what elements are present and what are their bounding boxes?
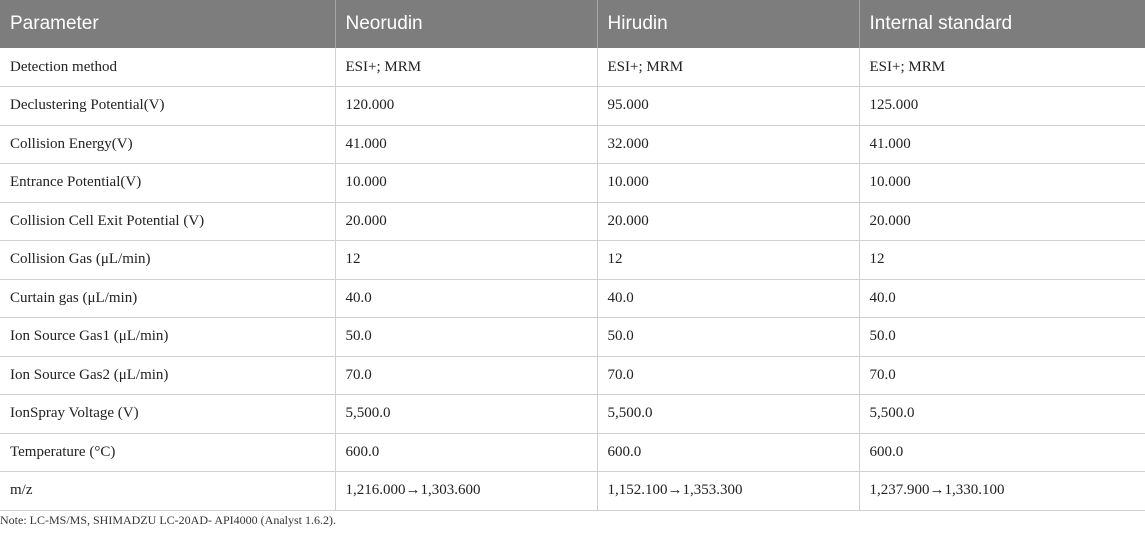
cell-parameter: Collision Cell Exit Potential (V) xyxy=(0,202,335,241)
table-row xyxy=(0,356,1145,395)
table-row xyxy=(0,395,1145,434)
cell-hirudin: 10.000 xyxy=(597,164,859,203)
cell-internal-standard: 40.0 xyxy=(859,279,1145,318)
table-row xyxy=(0,318,1145,357)
cell-neorudin: 50.0 xyxy=(335,318,597,357)
cell-neorudin: ESI+; MRM xyxy=(335,48,597,87)
table-row xyxy=(0,279,1145,318)
cell-hirudin: 5,500.0 xyxy=(597,395,859,434)
table-row xyxy=(0,472,1145,511)
cell-internal-standard: 12 xyxy=(859,241,1145,280)
cell-neorudin: 10.000 xyxy=(335,164,597,203)
cell-internal-standard: 1,237.900→1,330.100 xyxy=(859,472,1145,511)
table-row xyxy=(0,87,1145,126)
table-row xyxy=(0,241,1145,280)
table-row xyxy=(0,433,1145,472)
cell-hirudin: 600.0 xyxy=(597,433,859,472)
cell-parameter: Collision Gas (μL/min) xyxy=(0,241,335,280)
cell-internal-standard: ESI+; MRM xyxy=(859,48,1145,87)
cell-parameter: Collision Energy(V) xyxy=(0,125,335,164)
cell-neorudin: 120.000 xyxy=(335,87,597,126)
table-body xyxy=(0,48,1145,510)
header-neorudin: Neorudin xyxy=(335,0,597,48)
cell-internal-standard: 70.0 xyxy=(859,356,1145,395)
cell-parameter: Ion Source Gas2 (μL/min) xyxy=(0,356,335,395)
cell-hirudin: 12 xyxy=(597,241,859,280)
cell-hirudin: 40.0 xyxy=(597,279,859,318)
cell-internal-standard: 41.000 xyxy=(859,125,1145,164)
cell-hirudin: ESI+; MRM xyxy=(597,48,859,87)
cell-neorudin: 5,500.0 xyxy=(335,395,597,434)
cell-neorudin: 600.0 xyxy=(335,433,597,472)
cell-internal-standard: 5,500.0 xyxy=(859,395,1145,434)
cell-parameter: Ion Source Gas1 (μL/min) xyxy=(0,318,335,357)
cell-neorudin: 41.000 xyxy=(335,125,597,164)
cell-parameter: m/z xyxy=(0,472,335,511)
cell-internal-standard: 20.000 xyxy=(859,202,1145,241)
cell-hirudin: 95.000 xyxy=(597,87,859,126)
table-note: Note: LC-MS/MS, SHIMADZU LC-20AD- API4000 (Analyst 1.6.2). xyxy=(0,513,336,527)
table-row xyxy=(0,48,1145,87)
cell-internal-standard: 600.0 xyxy=(859,433,1145,472)
cell-hirudin: 32.000 xyxy=(597,125,859,164)
header-internal-standard: Internal standard xyxy=(859,0,1145,48)
cell-internal-standard: 10.000 xyxy=(859,164,1145,203)
header-hirudin: Hirudin xyxy=(597,0,859,48)
header-row xyxy=(0,0,1145,48)
cell-parameter: Curtain gas (μL/min) xyxy=(0,279,335,318)
cell-neorudin: 70.0 xyxy=(335,356,597,395)
table-header xyxy=(0,0,1145,48)
cell-parameter: Declustering Potential(V) xyxy=(0,87,335,126)
cell-parameter: IonSpray Voltage (V) xyxy=(0,395,335,434)
cell-internal-standard: 125.000 xyxy=(859,87,1145,126)
cell-hirudin: 70.0 xyxy=(597,356,859,395)
cell-parameter: Temperature (°C) xyxy=(0,433,335,472)
header-parameter: Parameter xyxy=(0,0,335,48)
table-row xyxy=(0,125,1145,164)
cell-neorudin: 1,216.000→1,303.600 xyxy=(335,472,597,511)
cell-parameter: Entrance Potential(V) xyxy=(0,164,335,203)
table-row xyxy=(0,164,1145,203)
cell-hirudin: 20.000 xyxy=(597,202,859,241)
cell-neorudin: 20.000 xyxy=(335,202,597,241)
cell-neorudin: 40.0 xyxy=(335,279,597,318)
cell-hirudin: 1,152.100→1,353.300 xyxy=(597,472,859,511)
cell-neorudin: 12 xyxy=(335,241,597,280)
cell-hirudin: 50.0 xyxy=(597,318,859,357)
cell-parameter: Detection method xyxy=(0,48,335,87)
table-row xyxy=(0,202,1145,241)
cell-internal-standard: 50.0 xyxy=(859,318,1145,357)
